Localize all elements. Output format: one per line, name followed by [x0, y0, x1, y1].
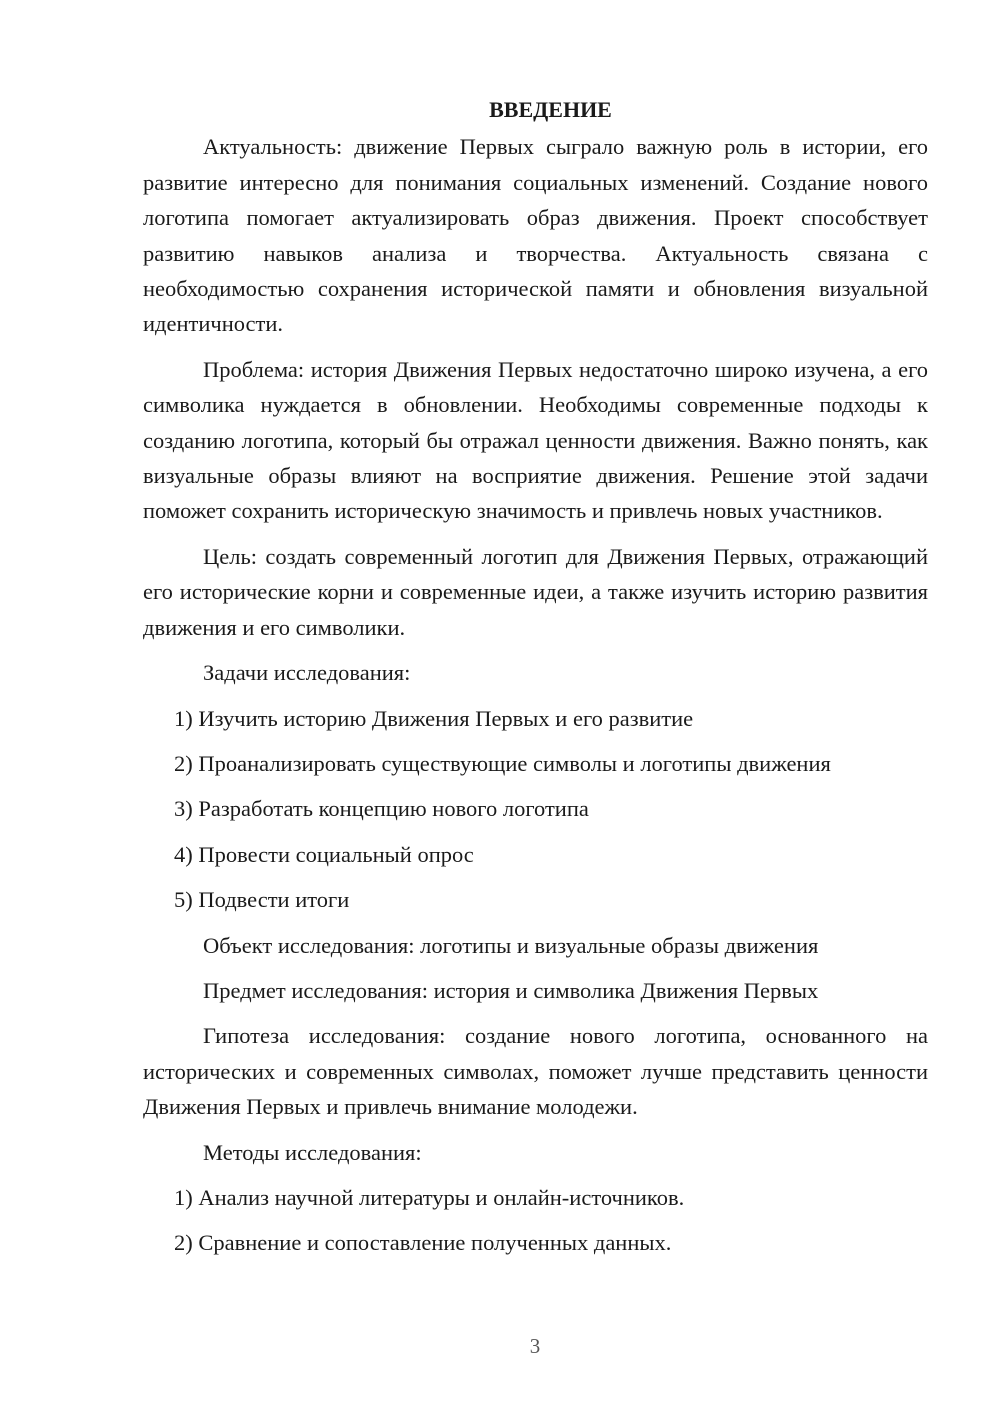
section-title: ВВЕДЕНИЕ — [489, 97, 612, 122]
tasks-heading: Задачи исследования: — [203, 660, 411, 686]
paragraph-relevance: Актуальность: движение Первых сыграло важную роль в истории, его развитие интересно для понимания социальных изменений. Создание нового логотипа помогает актуализировать образ движения. Проект способствует развитию навыков анализа и творчества. Актуальность связана с необходимостью сохранения исторической памяти и обновления визуальной идентичности. — [143, 134, 928, 337]
task-item: 3) Разработать концепцию нового логотипа — [174, 796, 589, 822]
page-number: 3 — [529, 1334, 541, 1358]
method-item: 1) Анализ научной литературы и онлайн-источников. — [174, 1184, 685, 1210]
paragraph-hypothesis: Гипотеза исследования: создание нового логотипа, основанного на исторических и современных символах, поможет лучше представить ценности Движения Первых и привлечь внимание молодежи. — [143, 1023, 928, 1120]
task-item: 5) Подвести итоги — [174, 887, 350, 913]
task-item: 4) Провести социальный опрос — [174, 841, 474, 867]
methods-heading: Методы исследования: — [203, 1139, 422, 1165]
research-object: Объект исследования: логотипы и визуальные образы движения — [203, 932, 819, 958]
research-subject: Предмет исследования: история и символика Движения Первых — [203, 977, 819, 1003]
paragraph-problem: Проблема: история Движения Первых недостаточно широко изучена, а его символика нуждается в обновлении. Необходимы современные подходы к созданию логотипа, который бы отражал ценности движения. Важно понять, как визуальные образы влияют на восприятие движения. Решение этой задачи поможет сохранить историческую значимость и привлечь новых участников. — [143, 356, 928, 524]
paragraph-goal: Цель: создать современный логотип для Движения Первых, отражающий его исторические корни и современные идеи, а также изучить историю развития движения и его символики. — [143, 543, 928, 640]
task-item: 2) Проанализировать существующие символы и логотипы движения — [174, 750, 831, 776]
document-page — [143, 92, 928, 1271]
task-item: 1) Изучить историю Движения Первых и его развитие — [174, 705, 694, 731]
method-item: 2) Сравнение и сопоставление полученных данных. — [174, 1230, 672, 1256]
